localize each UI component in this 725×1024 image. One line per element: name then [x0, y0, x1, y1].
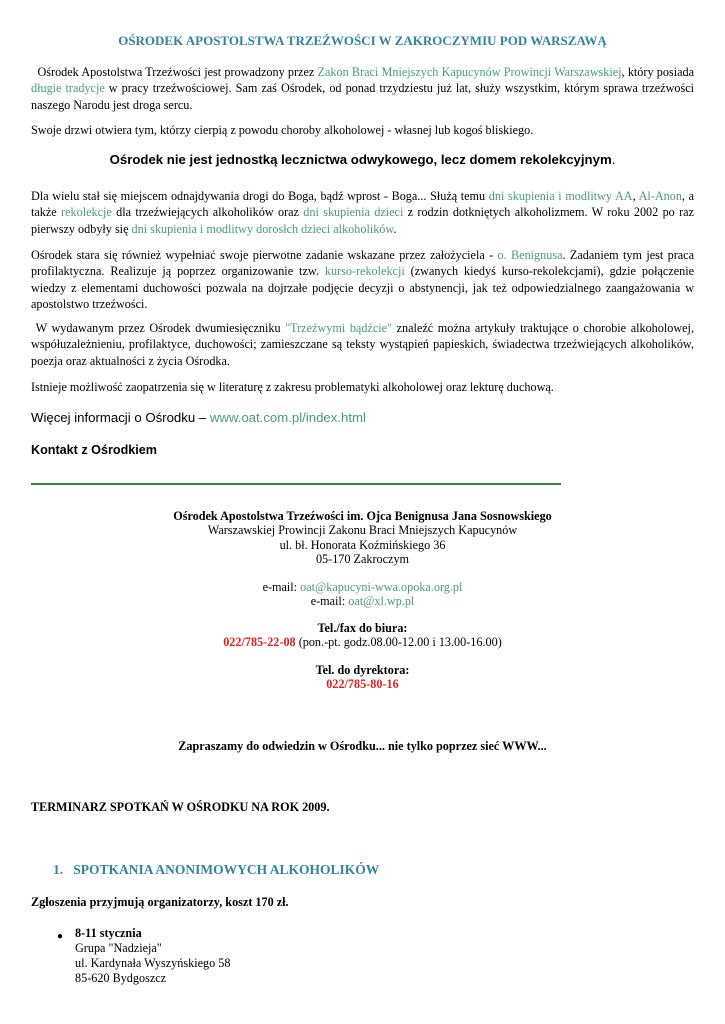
address-street: ul. bł. Honorata Koźmińskiego 36: [279, 538, 446, 552]
intro-paragraph: [31, 64, 694, 113]
literature-paragraph: Istnieje możliwość zaopatrzenia się w literaturę z zakresu problematyki alkoholowej oraz lekturę duchową.: [31, 380, 554, 394]
link-adult-children-days[interactable]: dni skupienia i modlitwy dorosłch dzieci alkoholików: [131, 221, 394, 236]
text: , a także: [31, 189, 694, 220]
office-hours: (pon.-pt. godz.08.00-12.00 i 13.00-16.00): [295, 635, 502, 649]
office-phone-label: Tel./fax do biura:: [317, 621, 408, 635]
link-al-anon[interactable]: Al-Anon: [638, 189, 682, 203]
doors-paragraph: Swoje drzwi otwiera tym, którzy cierpią z powodu choroby alkoholowej - własnej lub kogoś bliskiego.: [31, 123, 534, 137]
retreat-statement: [31, 152, 694, 168]
link-courses[interactable]: kurso-rekolekcji: [324, 264, 405, 279]
link-order[interactable]: Zakon Braci Mniejszych Kapucynów Prowincji Warszawskiej: [317, 65, 622, 79]
schedule-title: TERMINARZ SPOTKAŃ W OŚRODKU NA ROK 2009.: [31, 800, 330, 814]
text: .: [393, 221, 397, 236]
text: . Zadaniem tym jest praca profilaktyczna. Realizuje ją poprzez organizowanie tzw.: [31, 248, 694, 279]
text: Ośrodek stara się również wypełniać swoje pierwotne zadanie wskazane przez założyciela -: [31, 248, 498, 262]
entry-group: Grupa "Nadzieja": [75, 941, 162, 955]
section-heading: [53, 862, 379, 878]
text: znaleźć można artykuły traktujące o chorobie alkoholowej, współuzależnieniu, profilaktyce, duchowości; zamieszczane są teksty wystąpień papieskich, świadectwa trzeźwiejących alkoholików, poezja oraz aktualności z życia Ośrodka.: [31, 321, 694, 368]
entry-street: ul. Kardynała Wyszyńskiego 58: [75, 956, 231, 970]
text: w pracy trzeźwościowej. Sam zaś Ośrodek, od ponad trzydziestu już lat, służy wszystkim, którym sprawa trzeźwości naszego Narodu jest droga sercu.: [31, 81, 695, 112]
link-aa-days[interactable]: dni skupienia i modlitwy AA: [488, 189, 633, 203]
text: dla trzeźwiejących alkoholików oraz: [111, 205, 304, 220]
more-info-label: Więcej informacji o Ośrodku –: [31, 410, 210, 425]
contact-heading: Kontakt z Ośrodkiem: [31, 443, 157, 457]
text: W wydawanym przez Ośrodek dwumiesięczniku: [35, 321, 286, 335]
ministry-paragraph: [31, 188, 694, 237]
list-item: [75, 926, 230, 986]
invitation-text: Zapraszamy do odwiedzin w Ośrodku... nie tylko poprzez sieć WWW...: [178, 739, 547, 753]
divider-line: [31, 483, 561, 485]
address-name: Ośrodek Apostolstwa Trzeźwości im. Ojca Benignusa Jana Sosnowskiego: [173, 509, 552, 523]
entry-city: 85-620 Bydgoszcz: [75, 971, 167, 985]
email-label: e-mail:: [262, 580, 301, 594]
email-link-2[interactable]: oat@xl.wp.pl: [348, 594, 415, 608]
address-org: Warszawskiej Prowincji Zakonu Braci Mniejszych Kapucynów: [207, 523, 518, 537]
text: Dla wielu stał się miejscem odnajdywania drogi do Boga, bądź wprost - Boga... Służą temu: [31, 189, 489, 203]
email-line-1: [31, 580, 694, 595]
statement-end: .: [611, 152, 616, 167]
text: z rodzin dotkniętych alkoholizmem. W roku 2002 po raz pierwszy odbyły się: [31, 205, 694, 236]
entry-date: 8-11 stycznia: [75, 926, 142, 940]
address-city: 05-170 Zakroczym: [315, 552, 410, 566]
link-retreats[interactable]: rekolekcje: [61, 205, 112, 220]
bullet-icon: ●: [57, 931, 64, 942]
text: , który posiada: [621, 65, 695, 79]
link-magazine[interactable]: "Trzeźwymi bądźcie": [285, 321, 393, 335]
text: Ośrodek Apostolstwa Trzeźwości jest prowadzony przez: [37, 65, 318, 79]
registration-note: Zgłoszenia przyjmują organizatorzy, koszt 170 zł.: [31, 895, 289, 909]
magazine-paragraph: [31, 320, 694, 369]
prevention-paragraph: [31, 247, 694, 312]
director-phone-label: Tel. do dyrektora:: [315, 663, 410, 677]
section-title: SPOTKANIA ANONIMOWYCH ALKOHOLIKÓW: [73, 862, 380, 877]
email-link-1[interactable]: oat@kapucyni-wwa.opoka.org.pl: [300, 580, 463, 594]
director-phone: 022/785-80-16: [326, 677, 399, 691]
statement-bold: Ośrodek nie jest jednostką lecznictwa odwykowego, lecz domem rekolekcyjnym: [109, 152, 612, 167]
website-link[interactable]: www.oat.com.pl/index.html: [209, 410, 366, 425]
link-benignus[interactable]: o. Benignusa: [497, 248, 563, 262]
link-traditions[interactable]: długie tradycje: [31, 81, 105, 96]
link-children-days[interactable]: dni skupienia dzieci: [303, 205, 404, 220]
email-line-2: [31, 594, 694, 609]
section-number: 1.: [53, 862, 64, 877]
office-phone: 022/785-22-08: [223, 635, 296, 649]
email-label: e-mail:: [310, 594, 349, 608]
page-title: OŚRODEK APOSTOLSTWA TRZEŹWOŚCI W ZAKROCZYMIU POD WARSZAWĄ: [118, 33, 607, 48]
more-info-line: [31, 410, 694, 426]
text: ,: [632, 189, 639, 203]
text: (zwanych kiedyś kurso-rekolekcjami), gdzie połączenie wiedzy z elementami duchowości pozwala na dojrzałe podjęcie decyzji o abstynencji, jak też odpowiedzialnego zaangażowania w apostolstwo trzeźwości.: [31, 264, 695, 311]
office-phone-line: [31, 635, 694, 650]
